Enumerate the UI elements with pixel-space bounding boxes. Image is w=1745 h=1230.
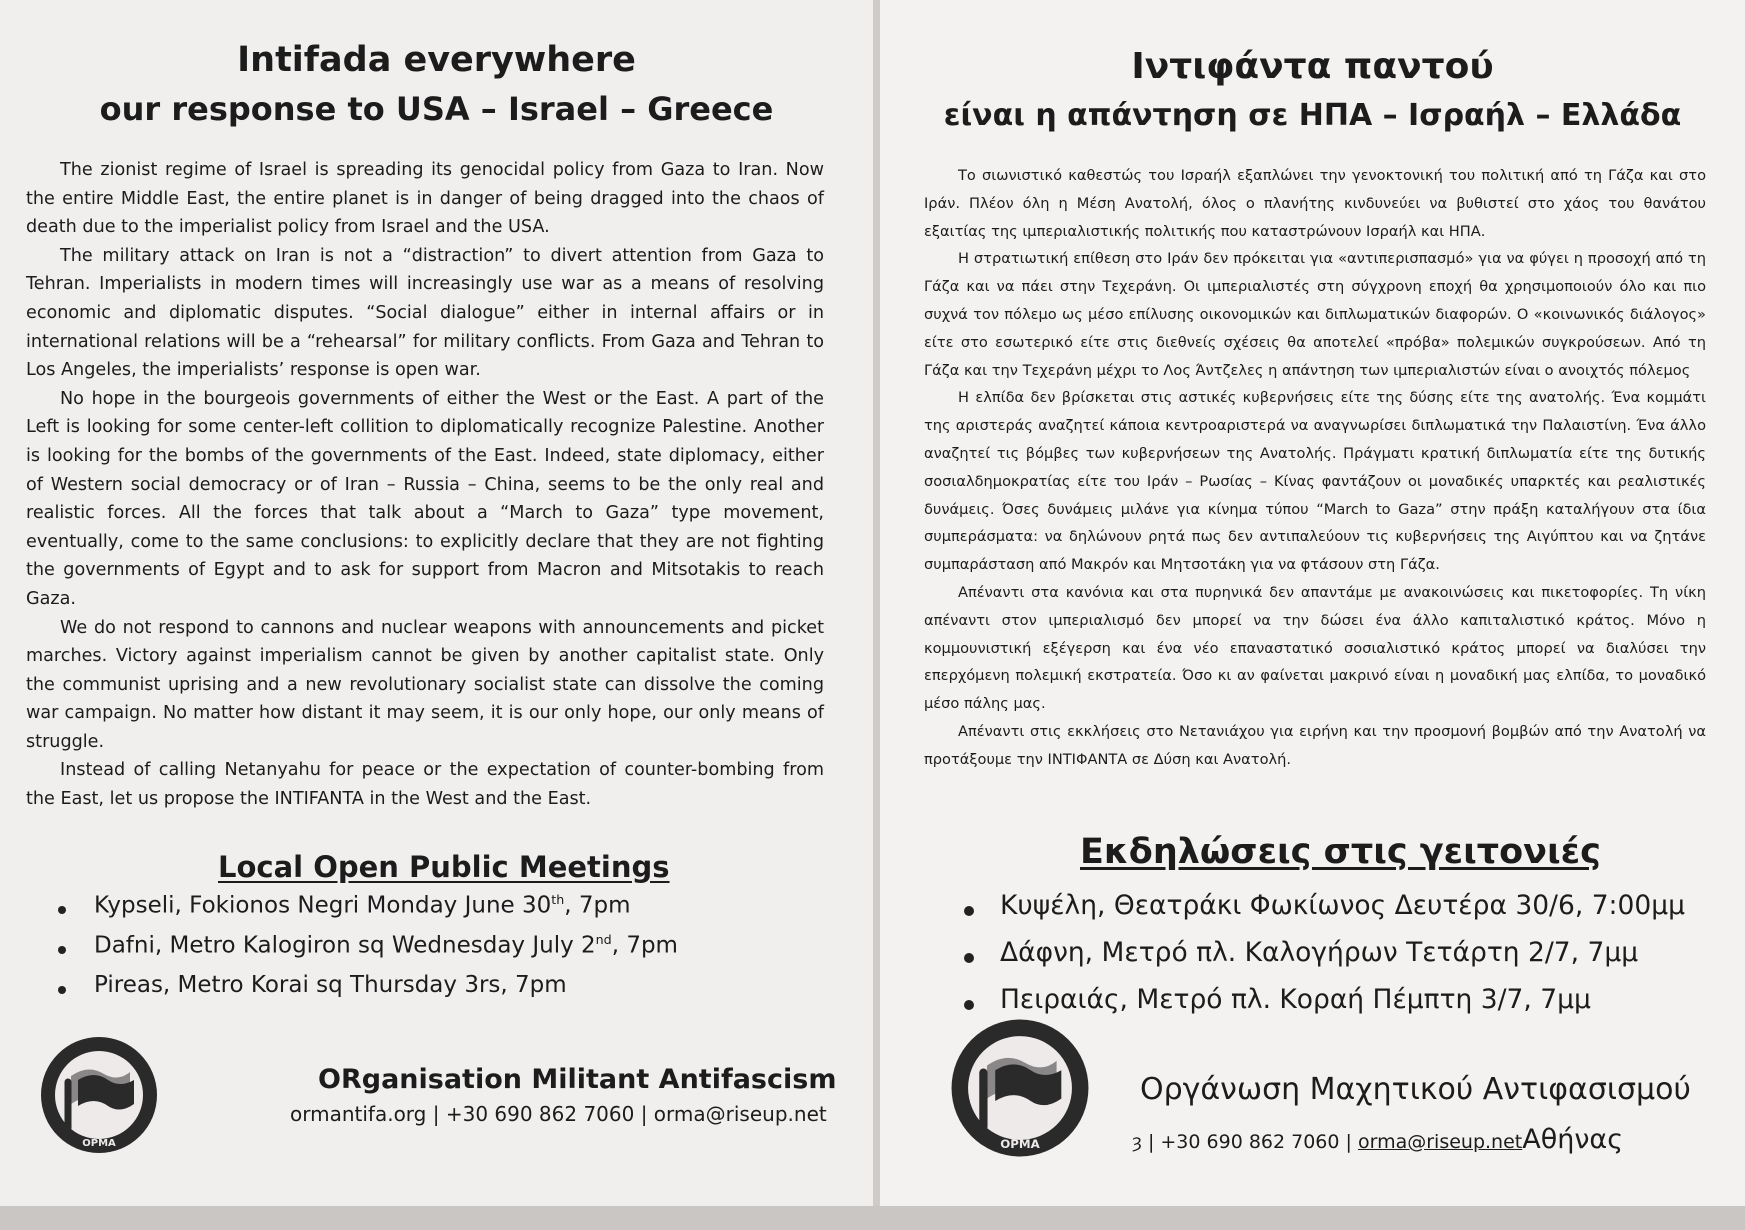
list-item xyxy=(964,937,1685,984)
email-link[interactable]: orma@riseup.net xyxy=(1357,1131,1523,1153)
bullet-icon xyxy=(58,986,66,994)
list-item xyxy=(56,932,678,972)
paragraph: Η ελπίδα δεν βρίσκεται στις αστικές κυβερνήσεις είτε της δύσης είτε της ανατολής. Ένα κομμάτι της αριστεράς αναζητεί κάποια κεντροαριστερά να αναγνωρίσει διπλωματικά την Παλαιστίνη. Ένα άλλο αναζητεί τις βόμβες των κυβερνήσεων της Ανατολής. Πράγματι κρατική διπλωματία είτε της δυτικής σοσιαλδημοκρατίας είτε του Ιράν – Ρωσίας – Κίνας φαντάζουν οι μοναδικές υπαρκτές και ρεαλιστικές δυνάμεις. Όσες δυνάμεις μιλάνε για κίνημα τύπου “March to Gaza” στην πράξη καταλήγουν στα ίδια συμπεράσματα: να δηλώνουν ρητά πως δεν αντιπαλεύουν τις κυβερνήσεις της Αιγύπτου και να ζητάνε συμπαράσταση από Μακρόν και Μητσοτάκη για να φτάσουν στη Γάζα. xyxy=(924,389,1706,574)
paragraph: No hope in the bourgeois governments of either the West or the East. A part of the Left is looking for some center-left collition to diplomatically recognize Palestine. Another is looking for the bombs of the governments of the East. Indeed, state diplomacy, either of Western social democracy or of Iran – Russia – China, seems to be the only real and realistic forces. All the forces that talk about a “March to Gaza” type movement, eventually, come to the same conclusions: to explicitly declare that they are not fighting the governments of Egypt and to ask for support from Macron and Mitsotakis to reach Gaza. xyxy=(26,388,824,609)
logo-text: ΟΡΜΑ xyxy=(82,1138,116,1149)
bullet-icon xyxy=(964,906,974,916)
organisation-name: Οργάνωση Μαχητικού Αντιφασισμού xyxy=(1140,1072,1691,1107)
meetings-list xyxy=(56,892,678,1012)
contact-line xyxy=(1132,1124,1623,1155)
meeting-text: Pireas, Metro Korai sq Thursday 3rs, 7pm xyxy=(94,972,567,998)
organisation-name: ORganisation Militant Antifascism xyxy=(318,1064,837,1095)
background-surface xyxy=(0,1206,1745,1230)
antifa-flag-logo-icon xyxy=(38,1034,160,1156)
article-body xyxy=(26,156,824,814)
paragraph: Η στρατιωτική επίθεση στο Ιράν δεν πρόκειται για «αντιπερισπασμό» για να φύγει η προσοχή από τη Γάζα και να πάει στην Τεχεράνη. Οι ιμπεριαλιστές στη σύγχρονη εποχή θα χρησιμοποιούν όλο και πιο συχνά τον πόλεμο ως μέσο επίλυσης οικονομικών και διπλωματικών διαφορών. Ο «κοινωνικός διάλογος» είτε στο εσωτερικό είτε στις διεθνείς σχέσεις θα αποτελεί «πρόβα» πολεμικών συγκρούσεων. Από τη Γάζα και την Τεχεράνη μέχρι το Λος Άντζελες η απάντηση των ιμπεριαλιστών είναι ο ανοιχτός πόλεμος xyxy=(924,250,1706,379)
meeting-time: , 7pm xyxy=(611,932,678,959)
logo-text: ΟΡΜΑ xyxy=(1000,1137,1040,1152)
page-divider xyxy=(873,0,880,1230)
paragraph: Απέναντι στα κανόνια και στα πυρηνικά δεν απαντάμε με ανακοινώσεις και πικετοφορίες. Τη νίκη απέναντι στον ιμπεριαλισμό δεν μπορεί να την δώσει ένα άλλο καπιταλιστικό κράτος. Μόνο η κομμουνιστική εξέγερση και ένα νέο επαναστατικό σοσιαλιστικό κράτος μπορεί να διαλύσει την επερχόμενη πολεμική εκστρατεία. Όσο κι αν φαίνεται μακρινό είναι η μοναδική μας ελπίδα, το μοναδικό μέσο πάλης μας. xyxy=(924,583,1706,713)
meetings-heading: Εκδηλώσεις στις γειτονιές xyxy=(1080,832,1601,872)
paragraph: Το σιωνιστικό καθεστώς του Ισραήλ εξαπλώνει την γενοκτονική του πολιτική από τη Γάζα και στο Ιράν. Πλέον όλη η Μέση Ανατολή, όλος ο πλανήτης κινδυνεύει να βυθιστεί στο χάος του θανάτου εξαιτίας της ιμπεριαλιστικής πολιτικής που καταστρώνουν Ισραήλ και ΗΠΑ. xyxy=(924,167,1706,240)
antifa-flag-logo-icon xyxy=(948,1016,1092,1160)
bullet-icon xyxy=(964,1000,974,1010)
ordinal-suffix: th xyxy=(551,892,565,907)
article-body xyxy=(924,162,1706,774)
meeting-text: Kypseli, Fokionos Negri Monday June 30 xyxy=(94,892,552,919)
contact-line: ormantifa.org | +30 690 862 7060 | orma@riseup.net xyxy=(290,1102,827,1126)
paragraph: The military attack on Iran is not a “distraction” to divert attention from Gaza to Tehran. Imperialists in modern times will increasingly use war as a means of resolving economic and diplomatic disputes. “Social dialogue” either in internal affairs or in international relations will be a “rehearsal” for military conflicts. From Gaza and Tehran to Los Angeles, the imperialists’ response is open war. xyxy=(26,245,824,381)
meetings-list xyxy=(964,890,1685,1031)
bullet-icon xyxy=(58,906,66,914)
contact-phone: ȝ | +30 690 862 7060 | xyxy=(1132,1131,1358,1153)
paragraph: The zionist regime of Israel is spreading its genocidal policy from Gaza to Iran. Now the entire Middle East, the entire planet is in danger of being dragged into the chaos of death due to the imperialist policy from Israel and the USA. xyxy=(26,160,824,238)
meeting-text: Dafni, Metro Kalogiron sq Wednesday July 2 xyxy=(94,932,596,959)
paragraph: Απέναντι στις εκκλήσεις στο Νετανιάχου για ειρήνη και την προσμονή βομβών από την Ανατολή να προτάξουμε την ΙΝΤΙΦΑΝΤΑ σε Δύση και Ανατολή. xyxy=(924,722,1706,768)
paragraph: Instead of calling Netanyahu for peace or the expectation of counter-bombing from the East, let us propose the INTIFANTA in the West and the East. xyxy=(26,760,824,810)
page-title: Intifada everywhere xyxy=(237,40,636,80)
ordinal-suffix: nd xyxy=(595,932,612,947)
meeting-time: , 7pm xyxy=(564,892,631,919)
meeting-text: Δάφνη, Μετρό πλ. Καλογήρων Τετάρτη 2/7, 7μμ xyxy=(1000,937,1639,968)
bullet-icon xyxy=(964,953,974,963)
page-subtitle: είναι η απάντηση σε ΗΠΑ – Ισραήλ – Ελλάδα xyxy=(943,98,1682,133)
bullet-icon xyxy=(58,946,66,954)
paragraph: We do not respond to cannons and nuclear weapons with announcements and picket marches. Victory against imperialism cannot be given by another capitalist state. Only the communist uprising and a new revolutionary socialist state can dissolve the coming war campaign. No matter how distant it may seem, it is our only hope, our only means of struggle. xyxy=(26,617,824,752)
page-title: Ιντιφάντα παντού xyxy=(1131,46,1494,87)
list-item xyxy=(964,984,1685,1031)
list-item xyxy=(56,892,678,932)
list-item xyxy=(56,972,678,1012)
city-name: Αθήνας xyxy=(1522,1124,1624,1155)
meetings-heading: Local Open Public Meetings xyxy=(218,850,670,884)
list-item xyxy=(964,890,1685,937)
page-subtitle: our response to USA – Israel – Greece xyxy=(99,90,774,128)
meeting-text: Πειραιάς, Μετρό πλ. Κοραή Πέμπτη 3/7, 7μμ xyxy=(1000,984,1591,1015)
meeting-text: Κυψέλη, Θεατράκι Φωκίωνος Δευτέρα 30/6, 7:00μμ xyxy=(1000,890,1685,921)
greek-leaflet xyxy=(880,0,1745,1230)
